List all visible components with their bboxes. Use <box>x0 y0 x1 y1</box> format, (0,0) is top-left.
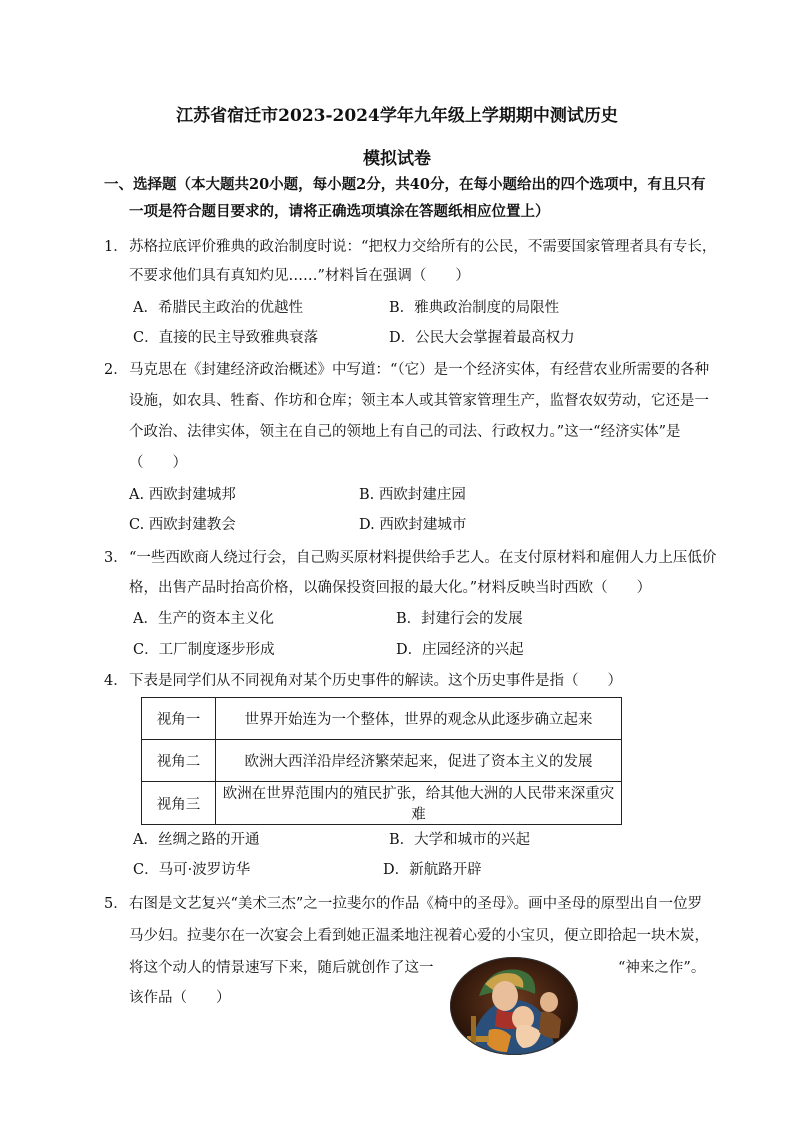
question-5-text: “神来之作”。 <box>618 960 706 976</box>
question-1-text: 苏格拉底评价雅典的政治制度时说：“把权力交给所有的公民，不需要国家管理者具有专长， <box>129 239 717 255</box>
question-5-text: 马少妇。拉斐尔在一次宴会上看到她正温柔地注视着心爱的小宝贝，便立即拾起一块木炭， <box>129 928 709 944</box>
question-3-option-b[interactable]: B．封建行会的发展 <box>396 611 523 627</box>
madonna-painting-image <box>449 956 579 1056</box>
table-cell-perspective: 视角一 <box>142 698 216 740</box>
table-cell-interpretation: 欧洲大西洋沿岸经济繁荣起来，促进了资本主义的发展 <box>216 740 622 782</box>
question-2-text: 个政治、法律实体，领主在自己的领地上有自己的司法、行政权力。”这一“经济实体”是 <box>129 424 681 440</box>
perspective-table <box>141 697 622 825</box>
question-1-option-a[interactable]: A．希腊民主政治的优越性 <box>133 300 303 316</box>
question-3-option-a[interactable]: A．生产的资本主义化 <box>133 611 274 627</box>
table-row <box>142 782 622 825</box>
question-2-option-d[interactable]: D. 西欧封建城市 <box>359 517 467 533</box>
question-4-number: 4． <box>104 673 128 689</box>
question-1-text: 不要求他们具有真知灼见……”材料旨在强调（ ） <box>129 268 470 284</box>
section-heading: 一、选择题（本大题共20小题，每小题2分，共40分，在每小题给出的四个选项中，有且只有 <box>104 176 706 193</box>
question-5-number: 5． <box>104 896 128 912</box>
question-4-option-b[interactable]: B．大学和城市的兴起 <box>389 832 531 848</box>
question-3-text: “一些西欧商人绕过行会，自己购买原材料提供给手艺人。在支付原材料和雇佣人力上压低价 <box>129 550 717 566</box>
question-3-option-d[interactable]: D．庄园经济的兴起 <box>396 642 524 658</box>
exam-title: 江苏省宿迁市2023-2024学年九年级上学期期中测试历史 <box>176 106 618 126</box>
question-5-text: 该作品（ ） <box>129 990 231 1006</box>
question-1-option-d[interactable]: D．公民大会掌握着最高权力 <box>389 330 575 346</box>
question-3-text: 格，出售产品时抬高价格，以确保投资回报的最大化。”材料反映当时西欧（ ） <box>129 580 652 596</box>
table-cell-interpretation: 世界开始连为一个整体，世界的观念从此逐步确立起来 <box>216 698 622 740</box>
question-4-option-c[interactable]: C．马可·波罗访华 <box>133 862 251 878</box>
question-2-number: 2． <box>104 362 128 378</box>
question-2-text: （ ） <box>129 455 187 471</box>
question-5-text: 将这个动人的情景速写下来，随后就创作了这一 <box>129 960 434 976</box>
question-2-option-c[interactable]: C. 西欧封建教会 <box>129 517 236 533</box>
table-cell-perspective: 视角二 <box>142 740 216 782</box>
question-2-option-b[interactable]: B. 西欧封建庄园 <box>359 487 466 503</box>
question-4-option-d[interactable]: D．新航路开辟 <box>383 862 482 878</box>
table-cell-perspective: 视角三 <box>142 782 216 825</box>
table-cell-interpretation: 欧洲在世界范围内的殖民扩张，给其他大洲的人民带来深重灾难 <box>216 782 622 825</box>
question-1-option-b[interactable]: B．雅典政治制度的局限性 <box>389 300 560 316</box>
table-row <box>142 740 622 782</box>
exam-subtitle: 模拟试卷 <box>363 149 431 169</box>
question-3-option-c[interactable]: C．工厂制度逐步形成 <box>133 642 275 658</box>
section-instruction: 一项是符合题目要求的，请将正确选项填涂在答题纸相应位置上） <box>129 203 550 220</box>
question-4-option-a[interactable]: A．丝绸之路的开通 <box>133 832 260 848</box>
question-1-option-c[interactable]: C．直接的民主导致雅典衰落 <box>133 330 319 346</box>
table-row <box>142 698 622 740</box>
question-5-text: 右图是文艺复兴“美术三杰”之一拉斐尔的作品《椅中的圣母》。画中圣母的原型出自一位罗 <box>129 896 703 912</box>
question-2-option-a[interactable]: A. 西欧封建城邦 <box>129 487 236 503</box>
question-2-text: 马克思在《封建经济政治概述》中写道：“（它）是一个经济实体，有经营农业所需要的各种 <box>129 362 710 378</box>
question-2-text: 设施，如农具、牲畜、作坊和仓库；领主本人或其管家管理生产，监督农奴劳动，它还是一 <box>129 393 709 409</box>
question-3-number: 3． <box>104 550 128 566</box>
question-4-text: 下表是同学们从不同视角对某个历史事件的解读。这个历史事件是指（ ） <box>129 673 622 689</box>
question-1-number: 1． <box>104 239 128 255</box>
